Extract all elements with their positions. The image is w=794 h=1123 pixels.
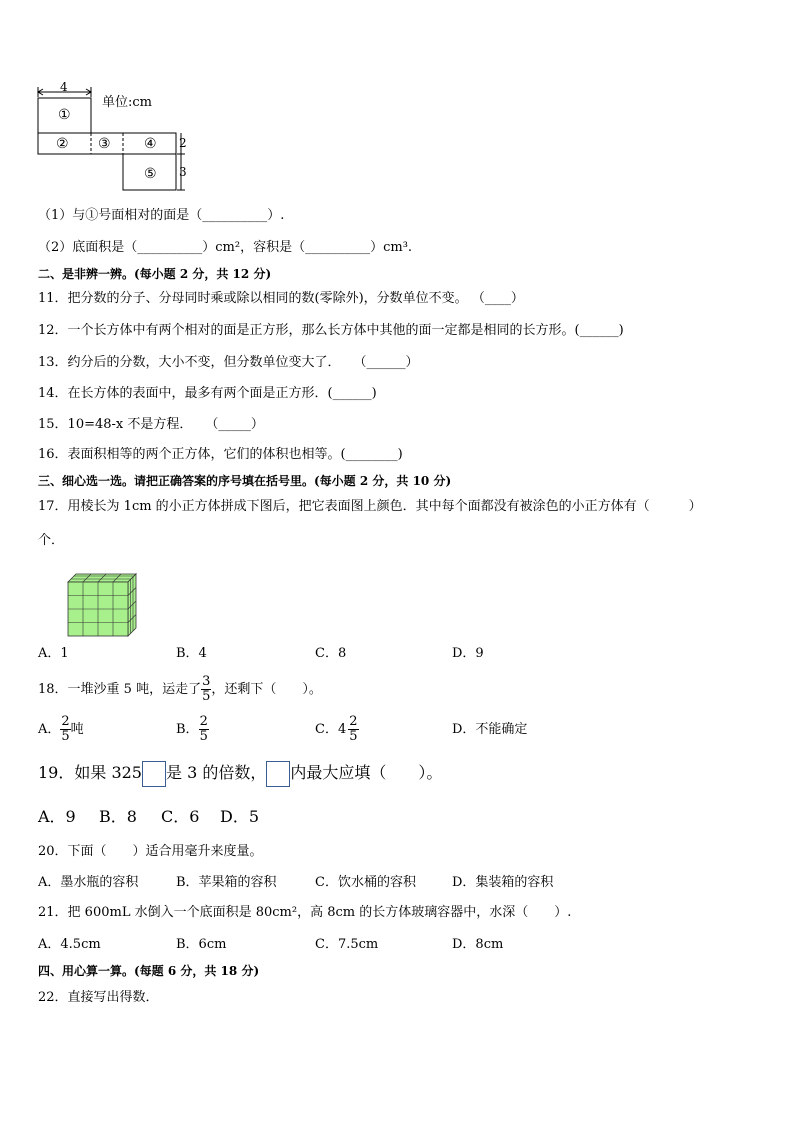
q19-stem — [38, 759, 442, 787]
q18-option-a-den: 5 — [61, 729, 70, 744]
q18-option-b-frac — [199, 715, 209, 744]
net-face-1: ① — [58, 107, 71, 123]
q18-option-d[interactable]: D．不能确定 — [452, 722, 528, 737]
net-face-3: ③ — [98, 136, 111, 152]
q15: 15．10=48-x 不是方程． （_____） — [38, 417, 264, 432]
q18-stem-pre: 18．一堆沙重 5 吨，运走了 — [38, 682, 202, 697]
section4-title: 四、用心算一算。(每题 6 分，共 18 分) — [38, 964, 260, 978]
q19-option-a[interactable]: A．9 — [38, 807, 76, 826]
q17-option-b[interactable]: B．4 — [176, 646, 207, 661]
q19-stem-pre: 19．如果 325 — [38, 763, 142, 782]
q19-stem-post: 内最大应填（ ）。 — [290, 763, 443, 782]
q19-option-b[interactable]: B．8 — [99, 807, 137, 826]
net-face-5: ⑤ — [144, 166, 157, 182]
q18-fraction — [201, 675, 211, 704]
q19-stem-mid: 是 3 的倍数， — [166, 763, 267, 782]
q10-sub-1: （1）与①号面相对的面是（__________）. — [38, 208, 285, 223]
q20-option-d[interactable]: D．集装箱的容积 — [452, 875, 554, 890]
q20-option-b[interactable]: B．苹果箱的容积 — [176, 875, 277, 890]
q22-stem: 22．直接写出得数． — [38, 990, 159, 1005]
net-face-2: ② — [56, 136, 69, 152]
q16: 16．表面积相等的两个正方体，它们的体积也相等。(________) — [38, 447, 403, 462]
q17-option-d[interactable]: D．9 — [452, 646, 484, 661]
q18-option-b-label: B． — [176, 722, 199, 737]
q18-option-c-den: 5 — [349, 729, 358, 744]
net-dim-right-2: 3 — [179, 165, 187, 179]
q18-option-a-frac — [60, 715, 70, 744]
q18-option-b-den: 5 — [199, 729, 208, 744]
q18-frac-num: 3 — [202, 674, 211, 689]
q17-option-a[interactable]: A．1 — [38, 646, 69, 661]
q18-option-b[interactable] — [176, 712, 209, 748]
q11: 11．把分数的分子、分母同时乘或除以相同的数(零除外)，分数单位不变。 （____） — [38, 291, 524, 306]
q19-blank-box-1 — [142, 761, 166, 787]
q18-option-c-num: 2 — [349, 714, 358, 729]
q18-option-c-whole: 4 — [337, 722, 347, 737]
q21-option-d[interactable]: D．8cm — [452, 937, 504, 952]
q18-stem — [38, 672, 322, 708]
section2-title: 二、是非辨一辨。(每小题 2 分，共 12 分) — [38, 267, 272, 281]
q21-option-c[interactable]: C．7.5cm — [315, 937, 379, 952]
q18-option-b-num: 2 — [199, 714, 208, 729]
q21-option-b[interactable]: B．6cm — [176, 937, 227, 952]
q17-stem-line1: 17．用棱长为 1cm 的小正方体拼成下图后，把它表面图上颜色．其中每个面都没有被涂色的小正方体有（ ） — [38, 499, 702, 514]
q14: 14．在长方体的表面中，最多有两个面是正方形．(______) — [38, 386, 377, 401]
q19-option-c[interactable]: C．6 — [161, 807, 200, 826]
net-dim-right-1: 2 — [179, 136, 187, 150]
q20-option-c[interactable]: C．饮水桶的容积 — [315, 875, 416, 890]
q18-option-a-unit: 吨 — [70, 722, 84, 737]
q18-option-c[interactable] — [315, 712, 359, 748]
green-cube-figure — [64, 570, 140, 638]
q21-option-a[interactable]: A．4.5cm — [38, 937, 101, 952]
q21-stem: 21．把 600mL 水倒入一个底面积是 80cm²，高 8cm 的长方体玻璃容器中，水深（ ）. — [38, 905, 572, 920]
q18-frac-den: 5 — [202, 689, 211, 704]
q20-option-a[interactable]: A．墨水瓶的容积 — [38, 875, 139, 890]
q18-option-a[interactable] — [38, 712, 84, 748]
q19-option-d[interactable]: D．5 — [220, 807, 260, 826]
q18-stem-post: ，还剩下（ ）。 — [211, 682, 322, 697]
net-unit-label: 单位:cm — [102, 95, 152, 110]
q18-option-a-label: A． — [38, 722, 61, 737]
section3-title: 三、细心选一选。请把正确答案的序号填在括号里。(每小题 2 分，共 10 分) — [38, 474, 452, 488]
q10-sub-2: （2）底面积是（__________）cm²，容积是（__________）cm³. — [38, 240, 413, 255]
net-face-4: ④ — [144, 136, 157, 152]
q19-blank-box-2 — [266, 761, 290, 787]
q17-stem-line2: 个． — [38, 533, 65, 548]
q12: 12．一个长方体中有两个相对的面是正方形，那么长方体中其他的面一定都是相同的长方形。(______) — [38, 323, 624, 338]
q13: 13．约分后的分数，大小不变，但分数单位变大了． （______） — [38, 355, 419, 370]
q20-stem: 20．下面（ ）适合用毫升来度量。 — [38, 844, 263, 859]
q18-option-c-label: C． — [315, 722, 338, 737]
q17-option-c[interactable]: C．8 — [315, 646, 347, 661]
q18-option-c-frac — [348, 715, 358, 744]
net-dim-top: 4 — [60, 80, 68, 94]
q18-option-a-num: 2 — [61, 714, 70, 729]
